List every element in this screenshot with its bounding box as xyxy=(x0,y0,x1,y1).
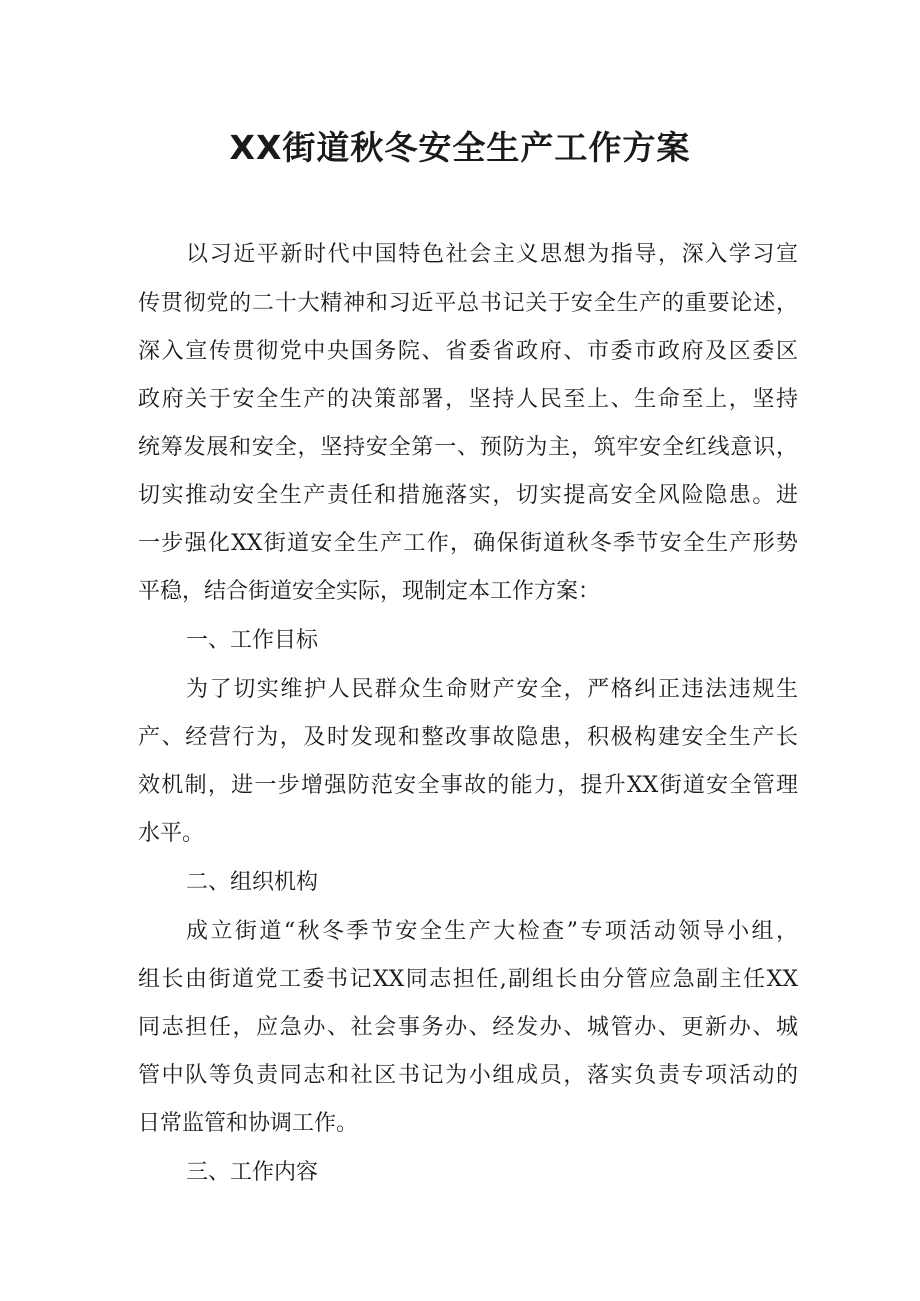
intro-paragraph-line: 切实推动安全生产责任和措施落实，切实提高安全风险隐患。进 xyxy=(138,483,798,508)
intro-paragraph-line: 平稳，结合街道安全实际，现制定本工作方案： xyxy=(138,579,601,604)
intro-paragraph-line: 统筹发展和安全，坚持安全第一、预防为主，筑牢安全红线意识， xyxy=(138,435,798,460)
organization-paragraph-line: 组长由街道党工委书记XX同志担任,副组长由分管应急副主任XX xyxy=(138,967,798,992)
intro-paragraph-line: 以习近平新时代中国特色社会主义思想为指导，深入学习宣 xyxy=(186,242,798,267)
goals-paragraph-line: 为了切实维护人民群众生命财产安全，严格纠正违法违规生 xyxy=(186,677,798,702)
document-title: XX街道秋冬安全生产工作方案 xyxy=(229,128,691,167)
intro-paragraph-line: 传贯彻党的二十大精神和习近平总书记关于安全生产的重要论述， xyxy=(138,291,798,316)
goals-paragraph-line: 水平。 xyxy=(138,821,205,846)
intro-paragraph-line: 深入宣传贯彻党中央国务院、省委省政府、市委市政府及区委区 xyxy=(138,339,798,364)
section-heading-goals: 一、工作目标 xyxy=(186,628,319,653)
organization-paragraph-line: 日常监管和协调工作。 xyxy=(138,1111,359,1136)
section-heading-organization: 二、组织机构 xyxy=(186,870,319,895)
organization-paragraph-line: 管中队等负责同志和社区书记为小组成员，落实负责专项活动的 xyxy=(138,1063,798,1088)
organization-paragraph-line: 同志担任，应急办、社会事务办、经发办、城管办、更新办、城 xyxy=(138,1015,798,1040)
goals-paragraph-line: 产、经营行为，及时发现和整改事故隐患，积极构建安全生产长 xyxy=(138,725,798,750)
goals-paragraph-line: 效机制，进一步增强防范安全事故的能力，提升XX街道安全管理 xyxy=(138,773,798,798)
organization-paragraph-line: 成立街道“秋冬季节安全生产大检查”专项活动领导小组， xyxy=(186,919,798,944)
section-heading-content: 三、工作内容 xyxy=(186,1160,319,1185)
intro-paragraph-line: 一步强化XX街道安全生产工作，确保街道秋冬季节安全生产形势 xyxy=(138,531,798,556)
intro-paragraph-line: 政府关于安全生产的决策部署，坚持人民至上、生命至上，坚持 xyxy=(138,387,798,412)
